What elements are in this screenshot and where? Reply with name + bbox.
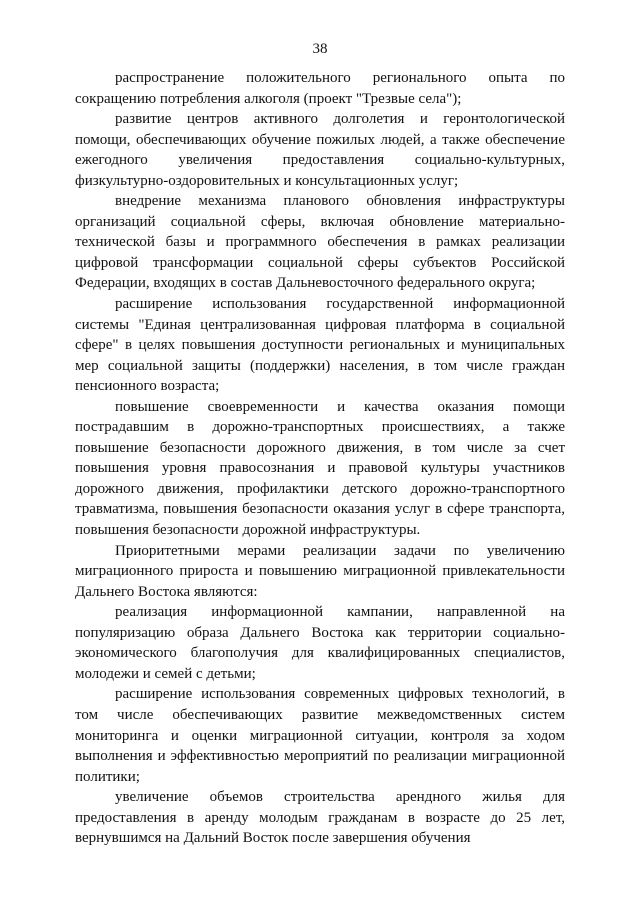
paragraph-social-infrastructure: внедрение механизма планового обновления инфраструктуры организаций социальной сферы, включая обновление материально-технической базы и программного обеспечения в рамках реализации цифровой трансформации социальной сферы субъектов Российской Федерации, входящих в состав Дальневосточного федерального округа; (75, 193, 565, 292)
paragraph-rental-housing: увеличение объемов строительства арендного жилья для предоставления в аренду молодым гражданам в возрасте до 25 лет, вернувшимся на Дальний Восток после завершения обучения (75, 789, 565, 847)
paragraph-digital-platform: расширение использования государственной информационной системы "Единая централизованная цифровая платформа в социальной сфере" в целях повышения доступности региональных и муниципальных мер социальной защиты (поддержки) населения, в том числе граждан пенсионного возраста; (75, 296, 565, 395)
paragraph-migration-priorities: Приоритетными мерами реализации задачи по увеличению миграционного прироста и повышению миграционной привлекательности Дальнего Востока являются: (75, 542, 565, 600)
page-number: 38 (312, 41, 328, 57)
paragraph-active-longevity: развитие центров активного долголетия и геронтологической помощи, обеспечивающих обучение пожилых людей, а также обеспечение ежегодного увеличения предоставления социально-культурных, физкультурно-оздоровительных и консультационных услуг; (75, 111, 565, 189)
paragraph-digital-technologies: расширение использования современных цифровых технологий, в том числе обеспечивающих развитие межведомственных систем мониторинга и оценки миграционной ситуации, контроля за ходом выполнения и эффективностью мероприятий по реализации миграционной политики; (75, 686, 565, 785)
paragraph-information-campaign: реализация информационной кампании, направленной на популяризацию образа Дальнего Востока как территории социально-экономического благополучия для квалифицированных специалистов, молодежи и семей с детьми; (75, 604, 565, 682)
paragraph-alcohol-reduction: распространение положительного регионального опыта по сокращению потребления алкоголя (проект "Трезвые села"); (75, 70, 565, 107)
paragraph-road-safety: повышение своевременности и качества оказания помощи пострадавшим в дорожно-транспортных происшествиях, а также повышение безопасности дорожного движения, в том числе за счет повышения уровня правосознания и правовой культуры участников дорожного движения, профилактики детского дорожно-транспортного травматизма, повышения безопасности оказания услуг в сфере транспорта, повышения безопасности дорожной инфраструктуры. (75, 398, 565, 539)
document-body (75, 68, 565, 849)
